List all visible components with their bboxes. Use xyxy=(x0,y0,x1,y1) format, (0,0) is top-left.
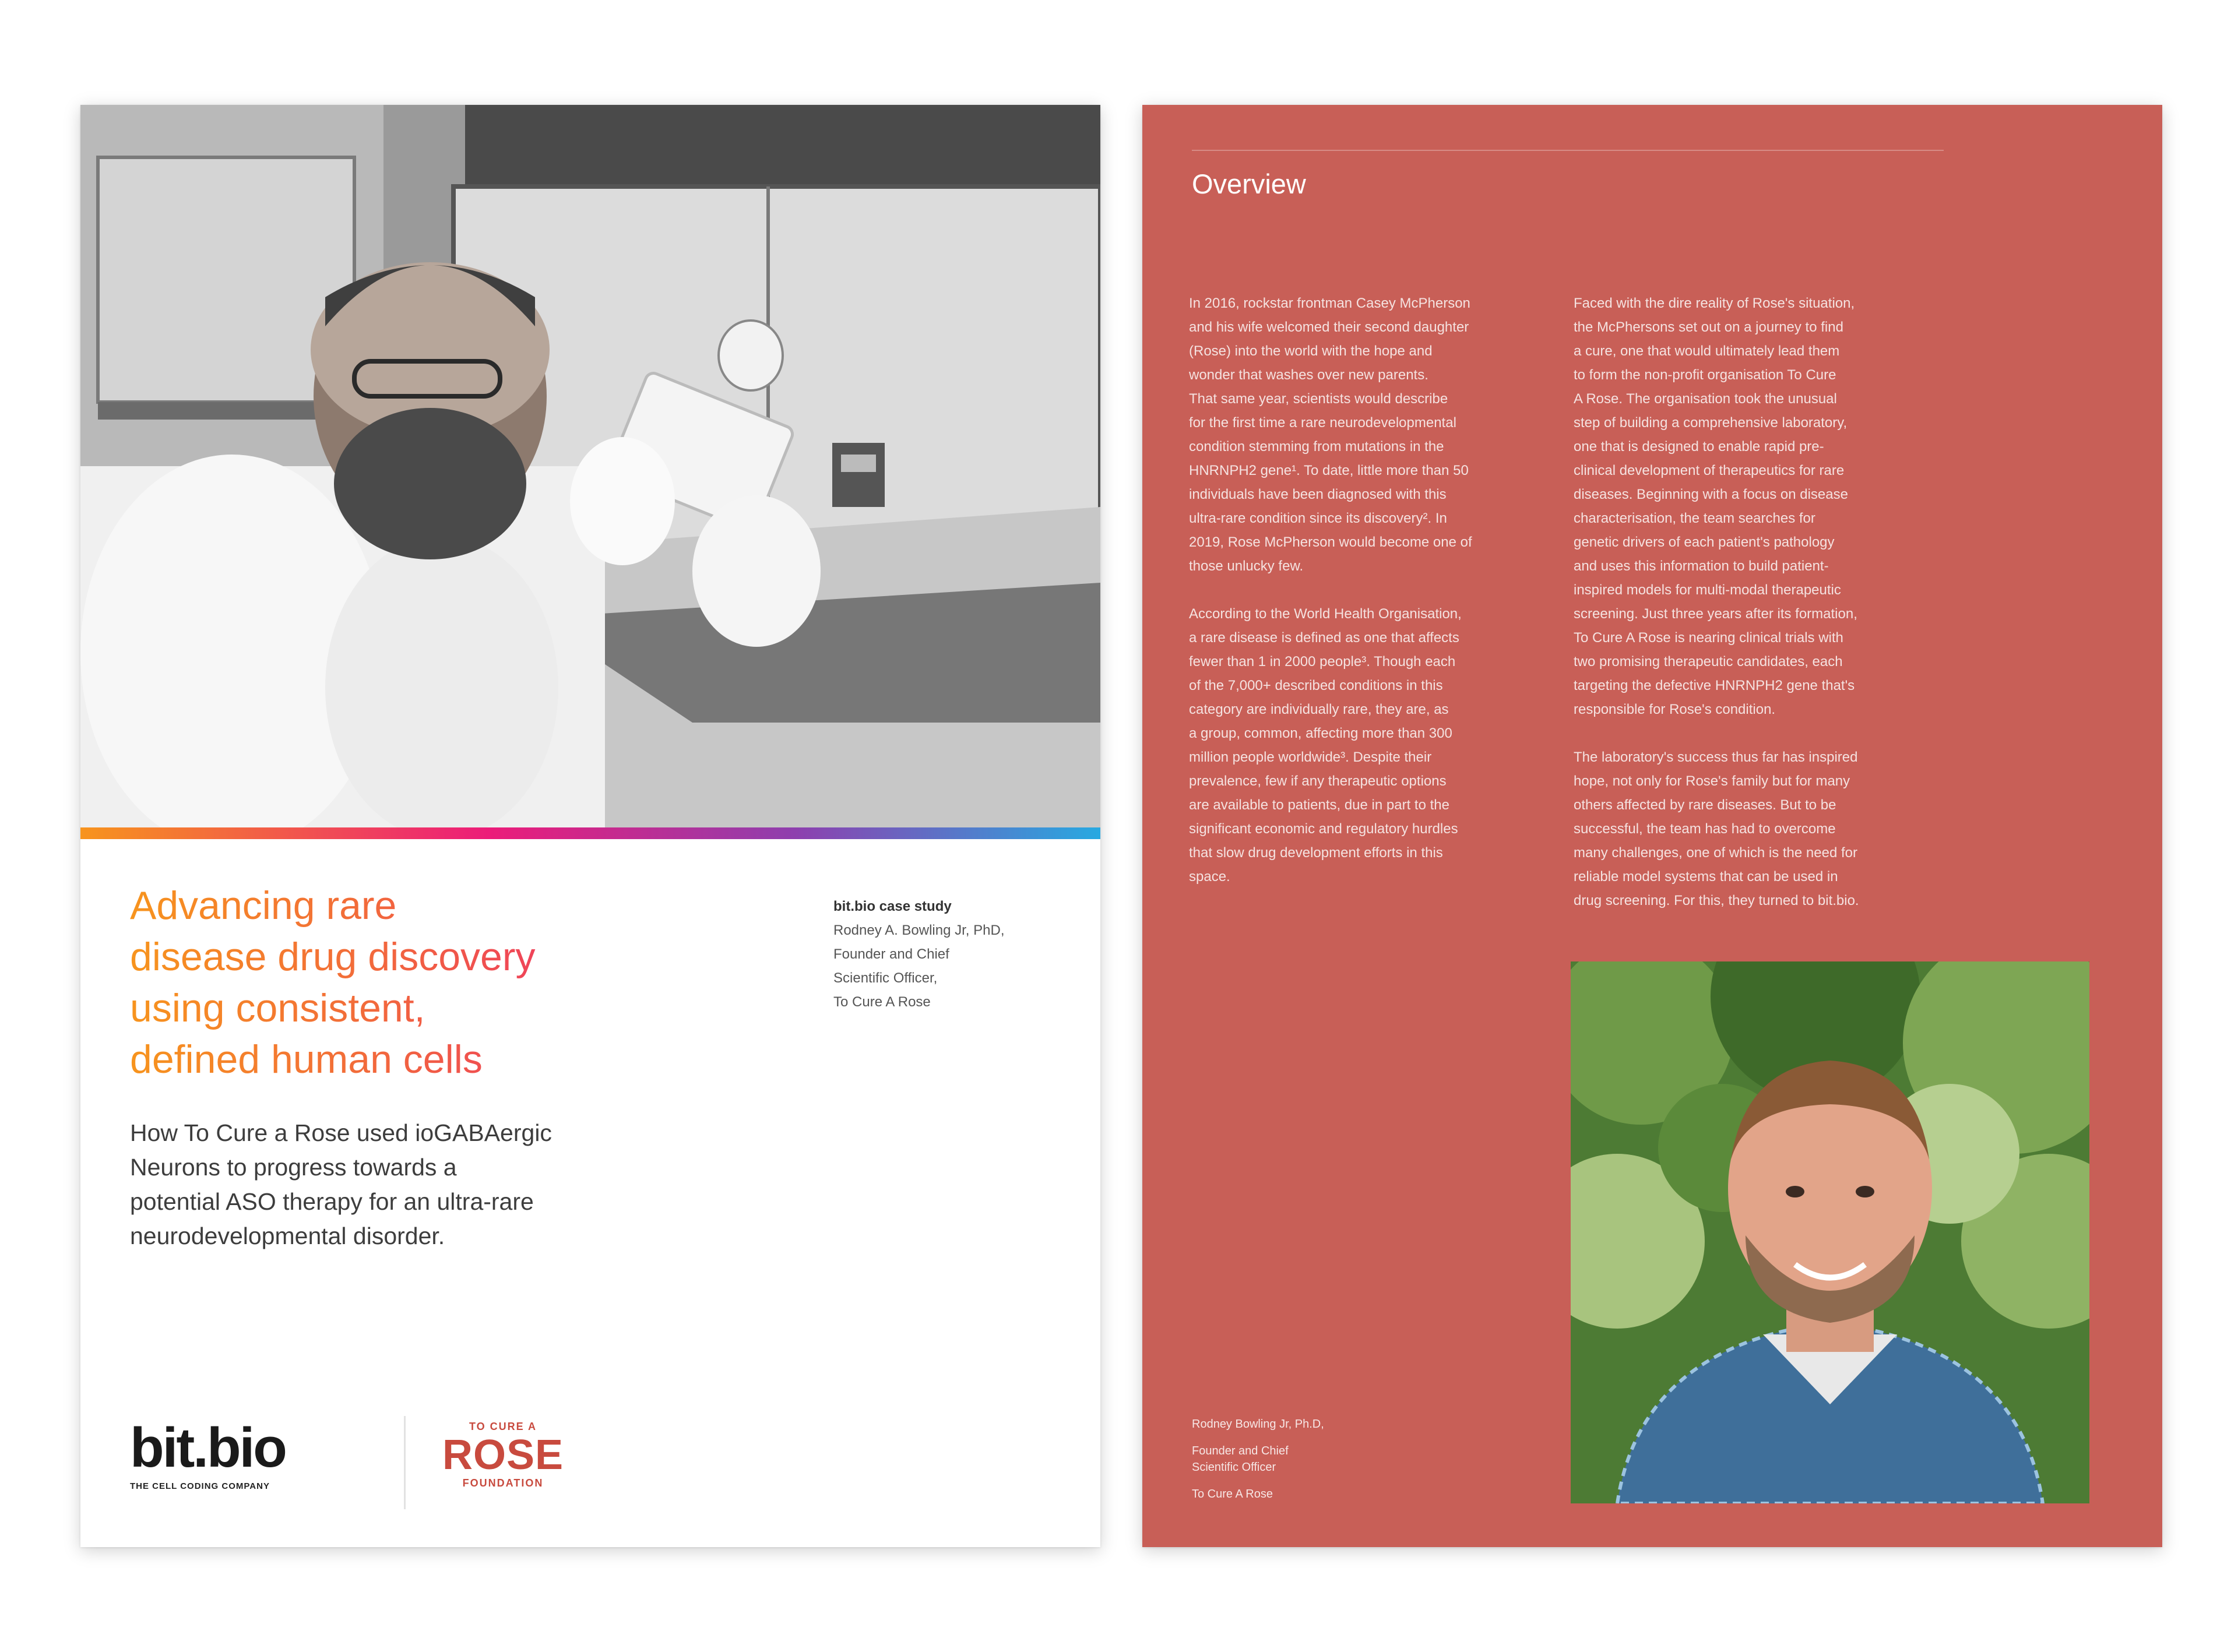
body-line: of the 7,000+ described conditions in this xyxy=(1189,678,1443,693)
body-line: two promising therapeutic candidates, each xyxy=(1574,654,1843,670)
body-line: genetic drivers of each patient's pathology xyxy=(1574,534,1835,550)
bitbio-logo xyxy=(130,1416,286,1491)
cover-photo-scientist-in-lab xyxy=(80,105,1100,827)
body-line: To Cure A Rose is nearing clinical trials with xyxy=(1574,630,1843,646)
body-paragraph xyxy=(1574,745,1935,913)
body-line: a cure, one that would ultimately lead them xyxy=(1574,343,1840,359)
overview-heading: Overview xyxy=(1192,168,1306,199)
logo-divider xyxy=(404,1416,406,1509)
body-line: a rare disease is defined as one that affects xyxy=(1189,630,1459,646)
body-line: significant economic and regulatory hurdles xyxy=(1189,821,1458,837)
body-line: individuals have been diagnosed with this xyxy=(1189,487,1447,502)
brand-gradient-bar xyxy=(80,827,1100,839)
body-line: (Rose) into the world with the hope and xyxy=(1189,343,1433,359)
body-line: that slow drug development efforts in this xyxy=(1189,845,1443,861)
cover-page xyxy=(80,105,1100,1547)
title-line: defined human cells xyxy=(130,1037,483,1082)
body-line: drug screening. For this, they turned to bit.bio. xyxy=(1574,893,1859,908)
body-line: The laboratory's success thus far has inspired xyxy=(1574,749,1858,765)
body-line: many challenges, one of which is the need for xyxy=(1574,845,1857,861)
cover-title xyxy=(130,880,713,1085)
body-line: one that is designed to enable rapid pre- xyxy=(1574,439,1824,455)
body-line: characterisation, the team searches for xyxy=(1574,510,1815,526)
body-line: million people worldwide³. Despite their xyxy=(1189,749,1432,765)
byline-line: Founder and Chief xyxy=(833,946,949,962)
body-line: space. xyxy=(1189,869,1230,885)
body-paragraph xyxy=(1189,602,1550,889)
rose-logo-main: ROSE xyxy=(442,1432,564,1478)
body-line: clinical development of therapeutics for rare xyxy=(1574,463,1845,478)
body-column-right xyxy=(1574,291,1935,936)
body-line: ultra-rare condition since its discovery². In xyxy=(1189,510,1447,526)
body-line: HNRNPH2 gene¹. To date, little more than 50 xyxy=(1189,463,1469,478)
body-paragraph xyxy=(1574,291,1935,721)
body-line: reliable model systems that can be used in xyxy=(1574,869,1838,885)
bitbio-wordmark: bit.bio xyxy=(130,1417,286,1479)
body-line: are available to patients, due in part to the xyxy=(1189,797,1449,813)
partner-logos xyxy=(130,1416,564,1544)
byline-line: Scientific Officer, xyxy=(833,970,938,986)
body-line: condition stemming from mutations in the xyxy=(1189,439,1444,455)
body-line: According to the World Health Organisation, xyxy=(1189,606,1462,622)
byline-line: To Cure A Rose xyxy=(833,994,931,1010)
body-line: others affected by rare diseases. But to be xyxy=(1574,797,1836,813)
title-line: disease drug discovery xyxy=(130,935,536,979)
rose-logo-bottom: FOUNDATION xyxy=(462,1477,544,1489)
body-paragraph xyxy=(1189,291,1550,578)
body-line: targeting the defective HNRNPH2 gene that's xyxy=(1574,678,1855,693)
body-line: That same year, scientists would describe xyxy=(1189,391,1448,407)
case-study-byline xyxy=(833,894,1078,1014)
body-line: A Rose. The organisation took the unusual xyxy=(1574,391,1837,407)
body-line: step of building a comprehensive laboratory, xyxy=(1574,415,1848,431)
subtitle-line: How To Cure a Rose used ioGABAergic xyxy=(130,1119,552,1146)
body-line: and his wife welcomed their second daughter xyxy=(1189,319,1469,335)
top-rule xyxy=(1192,150,1944,151)
body-line: responsible for Rose's condition. xyxy=(1574,702,1776,717)
caption-org: To Cure A Rose xyxy=(1192,1488,1273,1500)
caption-role: Scientific Officer xyxy=(1192,1461,1276,1474)
title-line: Advancing rare xyxy=(130,883,397,928)
to-cure-a-rose-logo xyxy=(433,1421,573,1489)
title-line: using consistent, xyxy=(130,986,425,1030)
caption-role: Founder and Chief xyxy=(1192,1445,1289,1457)
overview-page xyxy=(1142,105,2162,1547)
body-line: to form the non-profit organisation To Cure xyxy=(1574,367,1836,383)
body-line: category are individually rare, they are, as xyxy=(1189,702,1449,717)
lab-photo-illustration xyxy=(80,105,1100,827)
body-line: screening. Just three years after its formation, xyxy=(1574,606,1857,622)
portrait-photo-rodney-bowling xyxy=(1571,961,2089,1503)
subtitle-line: potential ASO therapy for an ultra-rare xyxy=(130,1188,534,1215)
body-line: In 2016, rockstar frontman Casey McPherson xyxy=(1189,295,1470,311)
body-line: 2019, Rose McPherson would become one of xyxy=(1189,534,1472,550)
body-line: wonder that washes over new parents. xyxy=(1189,367,1428,383)
body-line: hope, not only for Rose's family but for many xyxy=(1574,773,1850,789)
body-column-left xyxy=(1189,291,1550,913)
body-line: a group, common, affecting more than 300 xyxy=(1189,725,1452,741)
body-line: the McPhersons set out on a journey to find xyxy=(1574,319,1843,335)
portrait-illustration xyxy=(1571,961,2089,1503)
subtitle-line: neurodevelopmental disorder. xyxy=(130,1223,445,1249)
body-line: fewer than 1 in 2000 people³. Though each xyxy=(1189,654,1456,670)
portrait-caption xyxy=(1192,1416,1425,1502)
cover-subtitle xyxy=(130,1116,654,1253)
body-line: diseases. Beginning with a focus on disease xyxy=(1574,487,1848,502)
body-line: successful, the team has had to overcome xyxy=(1574,821,1836,837)
body-line: prevalence, few if any therapeutic options xyxy=(1189,773,1447,789)
subtitle-line: Neurons to progress towards a xyxy=(130,1154,457,1181)
body-line: inspired models for multi-modal therapeutic xyxy=(1574,582,1841,598)
body-line: those unlucky few. xyxy=(1189,558,1304,574)
byline-line: Rodney A. Bowling Jr, PhD, xyxy=(833,922,1005,938)
case-study-label: bit.bio case study xyxy=(833,899,952,914)
rose-logo-top: TO CURE A xyxy=(469,1421,537,1432)
bitbio-tagline: THE CELL CODING COMPANY xyxy=(130,1481,270,1491)
body-line: Faced with the dire reality of Rose's situation, xyxy=(1574,295,1855,311)
caption-name: Rodney Bowling Jr, Ph.D, xyxy=(1192,1418,1324,1431)
body-line: for the first time a rare neurodevelopmental xyxy=(1189,415,1456,431)
body-line: and uses this information to build patient- xyxy=(1574,558,1829,574)
